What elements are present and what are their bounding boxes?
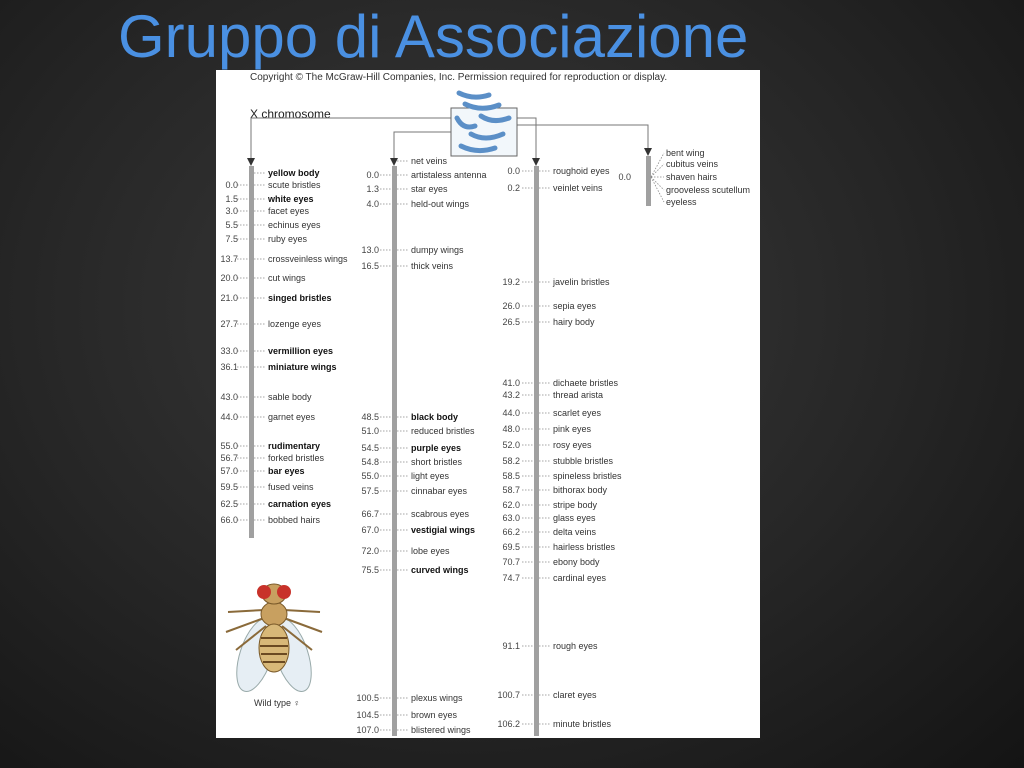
locus-name: singed bristles [268, 293, 332, 303]
locus-2 [361, 509, 469, 519]
locus-name: glass eyes [553, 513, 596, 523]
locus-position: 100.5 [356, 693, 379, 703]
locus-3 [502, 513, 596, 523]
locus-position: 66.0 [220, 515, 238, 525]
locus-name: cubitus veins [666, 159, 719, 169]
locus-name: carnation eyes [268, 499, 332, 509]
locus-x [220, 293, 331, 303]
locus-x [220, 273, 306, 283]
locus-x [220, 499, 331, 509]
locus-name: light eyes [411, 471, 450, 481]
locus-name: echinus eyes [268, 220, 321, 230]
locus-3 [502, 317, 595, 327]
locus-3 [507, 166, 610, 176]
locus-name: stubble bristles [553, 456, 614, 466]
locus-2 [361, 261, 453, 271]
locus-name: bar eyes [268, 466, 305, 476]
locus-position: 100.7 [497, 690, 520, 700]
locus-name: vestigial wings [411, 525, 476, 535]
copyright-notice: Copyright © The McGraw-Hill Companies, Inc. Permission required for reproduction or display. [250, 72, 668, 83]
locus-tick [651, 153, 664, 177]
locus-x [220, 453, 324, 463]
locus-position: 48.5 [361, 412, 379, 422]
fly-leg [284, 610, 320, 612]
locus-position: 75.5 [361, 565, 379, 575]
fruit-fly-illustration [226, 584, 322, 696]
locus-position: 44.0 [502, 408, 520, 418]
locus-2 [361, 412, 458, 422]
locus-name: rosy eyes [553, 440, 592, 450]
locus-x [220, 346, 333, 356]
locus-name: stripe body [553, 500, 598, 510]
locus-x [254, 168, 320, 178]
connector-3 [516, 118, 536, 160]
locus-position: 36.1 [220, 362, 238, 372]
locus-3 [502, 542, 615, 552]
locus-name: purple eyes [411, 443, 462, 453]
locus-2 [361, 426, 475, 436]
locus-3 [502, 390, 603, 400]
locus-position: 27.7 [220, 319, 238, 329]
locus-3 [507, 183, 603, 193]
locus-name: sepia eyes [553, 301, 597, 311]
linkage-map [216, 70, 760, 738]
chromosome-bar-4 [646, 156, 651, 206]
arrow-3 [532, 158, 540, 166]
locus-name: cinnabar eyes [411, 486, 468, 496]
locus-name: star eyes [411, 184, 448, 194]
locus-name: spineless bristles [553, 471, 622, 481]
locus-2 [356, 725, 471, 735]
locus-3 [502, 471, 622, 481]
locus-x [225, 180, 321, 190]
locus-position: 70.7 [502, 557, 520, 567]
locus-position: 16.5 [361, 261, 379, 271]
locus-position: 106.2 [497, 719, 520, 729]
locus-name: held-out wings [411, 199, 470, 209]
locus-position: 91.1 [502, 641, 520, 651]
locus-position: 54.5 [361, 443, 379, 453]
locus-position: 19.2 [502, 277, 520, 287]
locus-name: cut wings [268, 273, 306, 283]
locus-3 [502, 557, 600, 567]
connector-x [251, 118, 451, 160]
locus-tick [651, 164, 664, 177]
locus-position: 44.0 [220, 412, 238, 422]
locus-2 [356, 693, 463, 703]
locus-name: ruby eyes [268, 234, 308, 244]
locus-2 [361, 565, 468, 575]
locus-position: 51.0 [361, 426, 379, 436]
locus-x [220, 482, 314, 492]
locus-name: hairless bristles [553, 542, 616, 552]
locus-name: cardinal eyes [553, 573, 607, 583]
fly-abdomen [259, 624, 289, 672]
locus-position: 55.0 [361, 471, 379, 481]
locus-2 [361, 546, 450, 556]
locus-x [220, 392, 312, 402]
karyotype-connectors [251, 118, 648, 160]
locus-name: facet eyes [268, 206, 310, 216]
locus-name: forked bristles [268, 453, 325, 463]
locus-position: 1.5 [225, 194, 238, 204]
locus-3 [502, 301, 596, 311]
arrow-2 [390, 158, 398, 166]
locus-position: 13.7 [220, 254, 238, 264]
locus-name: yellow body [268, 168, 320, 178]
fly-thorax [261, 602, 287, 626]
locus-name: brown eyes [411, 710, 458, 720]
locus-name: eyeless [666, 197, 697, 207]
locus-tick [651, 177, 664, 190]
locus-name: rudimentary [268, 441, 321, 451]
locus-name: vermillion eyes [268, 346, 334, 356]
locus-3 [502, 424, 591, 434]
locus-name: hairy body [553, 317, 595, 327]
locus-2 [366, 199, 469, 209]
locus-name: bithorax body [553, 485, 608, 495]
slide-title: Gruppo di Associazione [118, 3, 749, 70]
locus-position: 104.5 [356, 710, 379, 720]
locus-2 [366, 184, 448, 194]
locus-x [220, 362, 336, 372]
locus-name: bobbed hairs [268, 515, 321, 525]
locus-name: ebony body [553, 557, 600, 567]
locus-name: sable body [268, 392, 312, 402]
locus-3 [502, 378, 618, 388]
locus-position: 57.5 [361, 486, 379, 496]
locus-name: miniature wings [268, 362, 337, 372]
locus-name: curved wings [411, 565, 469, 575]
linkage-map-figure [216, 70, 760, 738]
locus-position: 58.5 [502, 471, 520, 481]
locus-name: scarlet eyes [553, 408, 602, 418]
locus-name: veinlet veins [553, 183, 603, 193]
chromosome-bar-2 [392, 166, 397, 736]
locus-2 [361, 471, 449, 481]
locus-3 [497, 719, 611, 729]
locus-x [220, 515, 320, 525]
locus-position: 57.0 [220, 466, 238, 476]
locus-4 [651, 172, 718, 182]
locus-name: short bristles [411, 457, 463, 467]
arrow-heads [247, 148, 652, 166]
locus-3 [502, 573, 606, 583]
locus-position: 21.0 [220, 293, 238, 303]
locus-position: 74.7 [502, 573, 520, 583]
chromosome-bar-x [249, 166, 254, 538]
locus-name: black body [411, 412, 459, 422]
locus-position: 72.0 [361, 546, 379, 556]
locus-tick [651, 177, 664, 202]
locus-position: 62.0 [502, 500, 520, 510]
locus-name: plexus wings [411, 693, 463, 703]
locus-name: reduced bristles [411, 426, 475, 436]
chromosome-bar-3 [534, 166, 539, 736]
locus-position: 20.0 [220, 273, 238, 283]
locus-position: 56.7 [220, 453, 238, 463]
locus-2 [361, 486, 467, 496]
locus-name: thread arista [553, 390, 604, 400]
locus-position: 66.2 [502, 527, 520, 537]
locus-position: 43.0 [220, 392, 238, 402]
locus-x [225, 220, 321, 230]
locus-position: 13.0 [361, 245, 379, 255]
locus-position: 69.5 [502, 542, 520, 552]
locus-position: 41.0 [502, 378, 520, 388]
locus-name: scute bristles [268, 180, 321, 190]
locus-name: net veins [411, 156, 448, 166]
locus-name: javelin bristles [553, 277, 610, 287]
locus-position: 107.0 [356, 725, 379, 735]
locus-position: 0.0 [225, 180, 238, 190]
locus-name: dichaete bristles [553, 378, 619, 388]
locus-3 [502, 408, 601, 418]
locus-name: blistered wings [411, 725, 471, 735]
locus-name: shaven hairs [666, 172, 718, 182]
locus-name: dumpy wings [411, 245, 464, 255]
locus-name: claret eyes [553, 690, 597, 700]
locus-2 [361, 525, 475, 535]
locus-2 [361, 245, 464, 255]
locus-x [220, 254, 348, 264]
locus-position: 43.2 [502, 390, 520, 400]
locus-position: 0.0 [618, 172, 631, 182]
locus-name: delta veins [553, 527, 597, 537]
locus-name: grooveless scutellum [666, 185, 751, 195]
locus-name: garnet eyes [268, 412, 316, 422]
locus-name: white eyes [268, 194, 314, 204]
locus-name: rough eyes [553, 641, 598, 651]
chromosome-pair-icon [465, 104, 499, 108]
locus-3 [502, 440, 592, 450]
fly-leg [228, 610, 264, 612]
locus-name: crossveinless wings [268, 254, 348, 264]
locus-position: 59.5 [220, 482, 238, 492]
locus-2 [366, 170, 486, 180]
locus-position: 0.0 [507, 166, 520, 176]
locus-position: 5.5 [225, 220, 238, 230]
locus-2 [361, 443, 461, 453]
x-chromosome-label: X chromosome [250, 107, 331, 121]
locus-name: fused veins [268, 482, 314, 492]
locus-position: 0.0 [366, 170, 379, 180]
locus-name: bent wing [666, 148, 705, 158]
locus-position: 4.0 [366, 199, 379, 209]
locus-position: 55.0 [220, 441, 238, 451]
chromosome-pair-icon [459, 93, 489, 97]
locus-position: 58.7 [502, 485, 520, 495]
arrow-x [247, 158, 255, 166]
locus-name: lozenge eyes [268, 319, 322, 329]
locus-3 [502, 456, 613, 466]
locus-name: thick veins [411, 261, 454, 271]
locus-position: 26.5 [502, 317, 520, 327]
locus-position: 48.0 [502, 424, 520, 434]
locus-3 [502, 641, 598, 651]
locus-name: minute bristles [553, 719, 612, 729]
locus-name: pink eyes [553, 424, 592, 434]
locus-name: scabrous eyes [411, 509, 470, 519]
locus-position: 7.5 [225, 234, 238, 244]
locus-position: 66.7 [361, 509, 379, 519]
locus-3 [502, 500, 597, 510]
locus-position: 3.0 [225, 206, 238, 216]
locus-x [220, 319, 321, 329]
locus-3 [502, 485, 607, 495]
wild-type-label: Wild type ♀ [254, 698, 301, 708]
locus-position: 58.2 [502, 456, 520, 466]
locus-x [220, 441, 320, 451]
locus-position: 52.0 [502, 440, 520, 450]
karyotype-icon [451, 93, 517, 156]
fly-eye-left [257, 585, 271, 599]
locus-x [220, 466, 304, 476]
locus-x [225, 234, 307, 244]
locus-name: roughoid eyes [553, 166, 610, 176]
fly-eye-right [277, 585, 291, 599]
locus-3 [502, 277, 610, 287]
locus-x [220, 412, 315, 422]
locus-2 [361, 457, 462, 467]
locus-position: 63.0 [502, 513, 520, 523]
locus-2 [397, 156, 448, 166]
locus-position: 54.8 [361, 457, 379, 467]
arrow-4 [644, 148, 652, 156]
locus-position: 33.0 [220, 346, 238, 356]
locus-x [225, 194, 313, 204]
locus-3 [497, 690, 597, 700]
locus-position: 26.0 [502, 301, 520, 311]
locus-position: 67.0 [361, 525, 379, 535]
locus-3 [502, 527, 596, 537]
locus-name: lobe eyes [411, 546, 450, 556]
locus-position: 62.5 [220, 499, 238, 509]
locus-2 [356, 710, 457, 720]
locus-position: 0.2 [507, 183, 520, 193]
locus-x [225, 206, 309, 216]
locus-position: 1.3 [366, 184, 379, 194]
locus-name: artistaless antenna [411, 170, 487, 180]
